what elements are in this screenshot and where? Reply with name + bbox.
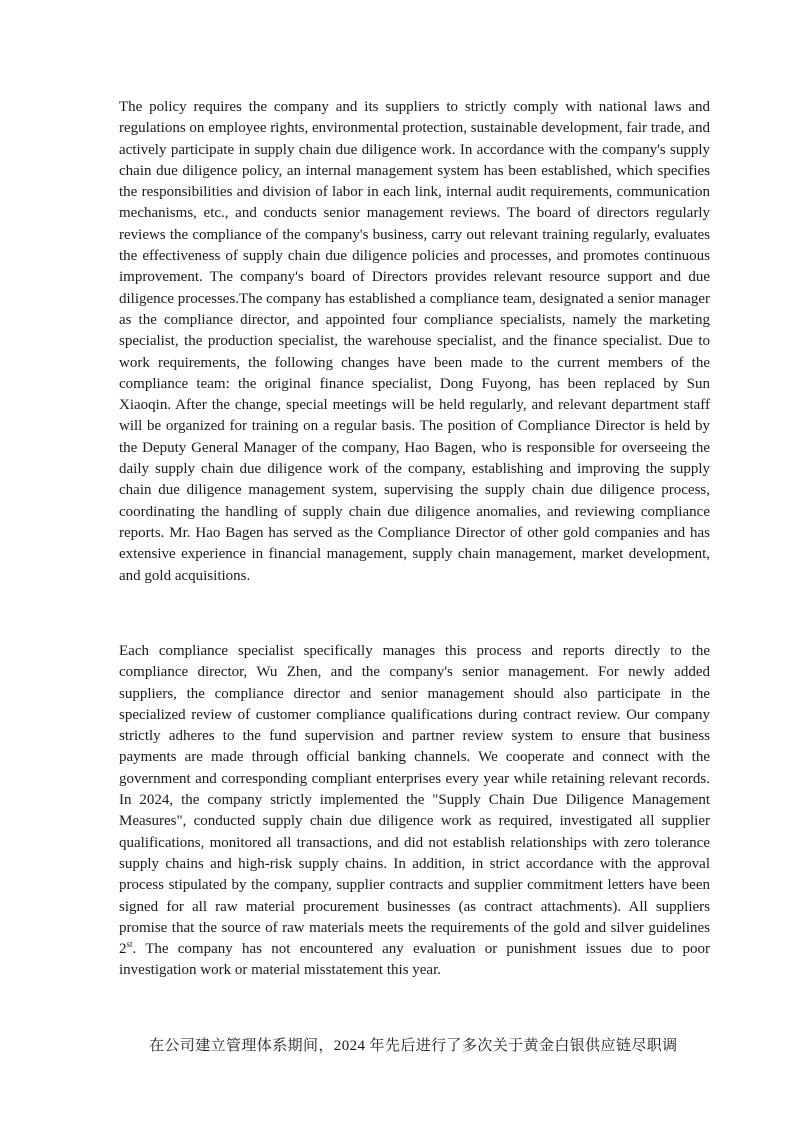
body-paragraph-chinese: 在公司建立管理体系期间，2024 年先后进行了多次关于黄金白银供应链尽职调	[149, 1038, 678, 1054]
paragraph-2-tail-text: . The company has not encountered any evaluation or punishment issues due to poor investigation work or material misstatement this year.	[119, 941, 710, 979]
body-paragraph-compliance-team: The policy requires the company and its suppliers to strictly comply with national laws and regulations on employee rights, environmental protection, sustainable development, fair trade, and actively participate in supply chain due diligence work. In accordance with the company's supply chain due diligence policy, an internal management system has been established, which specifies the responsibilities and division of labor in each link, internal audit requirements, communication mechanisms, etc., and conducts senior management reviews. The board of directors regularly reviews the compliance of the company's business, carry out relevant training regularly, evaluates the effectiveness of supply chain due diligence policies and processes, and promotes continuous improvement. The company's board of Directors provides relevant resource support and due diligence processes.The company has established a compliance team, designated a senior manager as the compliance director, and appointed four compliance specialists, namely the marketing specialist, the production specialist, the warehouse specialist, and the finance specialist. Due to work requirements, the following changes have been made to the current members of the compliance team: the original finance specialist, Dong Fuyong, has been replaced by Sun Xiaoqin. After the change, special meetings will be held regularly, and relevant department staff will be organized for training on a regular basis. The position of Compliance Director is held by the Deputy General Manager of the company, Hao Bagen, who is responsible for overseeing the daily supply chain due diligence work of the company, establishing and improving the supply chain due diligence management system, supervising the supply chain due diligence process, coordinating the handling of supply chain due diligence anomalies, and reviewing compliance reports. Mr. Hao Bagen has served as the Compliance Director of other gold companies and has extensive experience in financial management, supply chain management, market development, and gold acquisitions.	[119, 99, 710, 584]
paragraph-2-main-text: Each compliance specialist specifically manages this process and reports directly to the compliance director, Wu Zhen, and the company's senior management. For newly added suppliers, the compliance director and senior management should also participate in the specialized review of customer compliance qualifications during contract review. Our company strictly adheres to the fund supervision and partner review system to ensure that business payments are made through official banking channels. We cooperate and connect with the government and corresponding compliant enterprises every year while retaining relevant records. In 2024, the company strictly implemented the "Supply Chain Due Diligence Management Measures", conducted supply chain due diligence work as required, investigated all supplier qualifications, monitored all transactions, and did not establish relationships with zero tolerance supply chains and high-risk supply chains. In addition, in strict accordance with the approval process stipulated by the company, supplier contracts and supplier commitment letters have been signed for all raw material procurement businesses (as contract attachments). All suppliers promise that the source of raw materials meets the requirements of the gold and silver guidelines 2	[119, 643, 710, 958]
body-paragraph-compliance-specialists	[119, 641, 710, 982]
superscript-ordinal: st	[126, 939, 133, 950]
